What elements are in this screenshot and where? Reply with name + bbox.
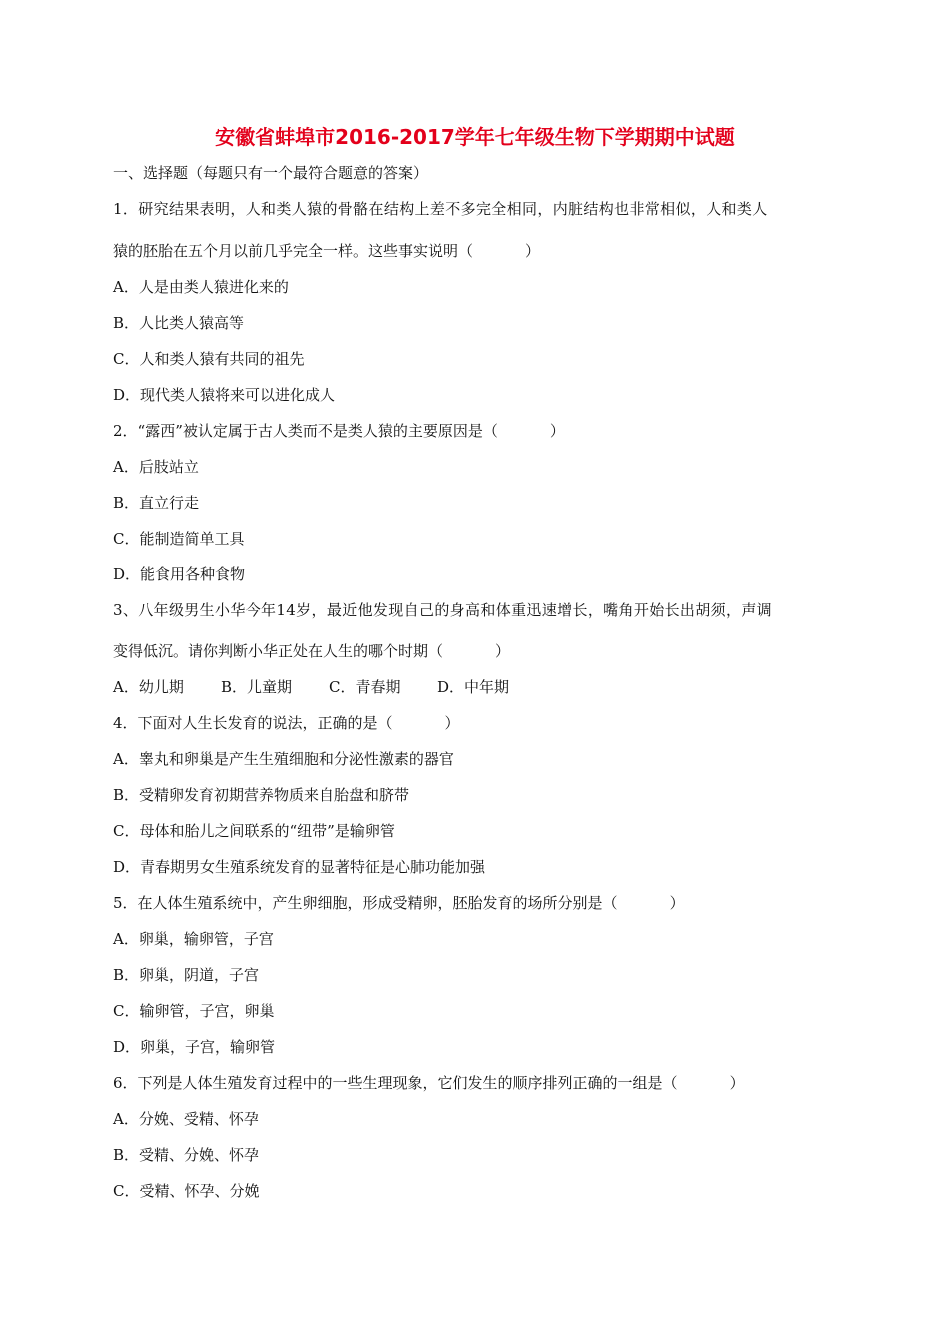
question-4-option-b: B．受精卵发育初期营养物质来自胎盘和脐带 bbox=[113, 786, 410, 804]
question-1-option-a: A．人是由类人猿进化来的 bbox=[113, 278, 289, 296]
question-1-stem-line1: 1．研究结果表明，人和类人猿的骨骼在结构上差不多完全相同，内脏结构也非常相似，人和类人 bbox=[113, 200, 768, 218]
question-5-stem bbox=[113, 893, 685, 913]
question-3-stem-text: 变得低沉。请你判断小华正处在人生的哪个时期（ bbox=[113, 642, 444, 660]
question-5-stem-text: 5．在人体生殖系统中，产生卵细胞，形成受精卵，胚胎发育的场所分别是（ bbox=[113, 894, 618, 912]
question-2-option-c: C．能制造简单工具 bbox=[113, 530, 245, 548]
question-2-option-a: A．后肢站立 bbox=[113, 458, 199, 476]
question-2-close-paren: ） bbox=[549, 422, 565, 440]
question-1-option-d: D．现代类人猿将来可以进化成人 bbox=[113, 386, 336, 404]
question-4-option-d: D．青春期男女生殖系统发育的显著特征是心肺功能加强 bbox=[113, 858, 486, 876]
question-2-option-d: D．能食用各种食物 bbox=[113, 565, 246, 583]
question-5-option-d: D．卵巢，子宫，输卵管 bbox=[113, 1038, 276, 1056]
question-5-option-a: A．卵巢，输卵管，子宫 bbox=[113, 930, 274, 948]
question-4-option-a: A．睾丸和卵巢是产生生殖细胞和分泌性激素的器官 bbox=[113, 750, 454, 768]
question-1-stem-line2 bbox=[113, 241, 540, 261]
question-6-stem-text: 6．下列是人体生殖发育过程中的一些生理现象，它们发生的顺序排列正确的一组是（ bbox=[113, 1074, 678, 1092]
question-5-option-c: C．输卵管，子宫，卵巢 bbox=[113, 1002, 275, 1020]
question-4-stem bbox=[113, 713, 460, 733]
question-3-close-paren: ） bbox=[495, 642, 511, 660]
question-1-stem-text: 猿的胚胎在五个月以前几乎完全一样。这些事实说明（ bbox=[113, 242, 474, 260]
question-1-option-b: B．人比类人猿高等 bbox=[113, 314, 245, 332]
question-5-option-b: B．卵巢，阴道，子宫 bbox=[113, 966, 260, 984]
question-3-option-b: B．儿童期 bbox=[221, 678, 293, 696]
question-1-close-paren: ） bbox=[525, 242, 541, 260]
question-1-option-c: C．人和类人猿有共同的祖先 bbox=[113, 350, 305, 368]
question-6-stem bbox=[113, 1073, 745, 1093]
question-6-option-c: C．受精、怀孕、分娩 bbox=[113, 1182, 260, 1200]
question-4-stem-text: 4．下面对人生长发育的说法，正确的是（ bbox=[113, 714, 393, 732]
question-3-stem-line1: 3、八年级男生小华今年14岁，最近他发现自己的身高和体重迅速增长，嘴角开始长出胡须，声调 bbox=[113, 601, 773, 619]
question-2-option-b: B．直立行走 bbox=[113, 494, 200, 512]
question-3-option-d: D．中年期 bbox=[437, 678, 510, 696]
section-heading: 一、选择题（每题只有一个最符合题意的答案） bbox=[113, 164, 429, 182]
question-2-stem-text: 2．“露西”被认定属于古人类而不是类人猿的主要原因是（ bbox=[113, 422, 498, 440]
question-3-options-row bbox=[113, 677, 509, 697]
question-5-close-paren: ） bbox=[669, 894, 685, 912]
question-4-close-paren: ） bbox=[444, 714, 460, 732]
question-4-option-c: C．母体和胎儿之间联系的“纽带”是输卵管 bbox=[113, 822, 395, 840]
question-3-stem-line2 bbox=[113, 641, 510, 661]
question-6-option-a: A．分娩、受精、怀孕 bbox=[113, 1110, 259, 1128]
document-title: 安徽省蚌埠市2016-2017学年七年级生物下学期期中试题 bbox=[215, 125, 735, 149]
question-3-option-c: C．青春期 bbox=[329, 678, 401, 696]
question-6-close-paren: ） bbox=[729, 1074, 745, 1092]
question-2-stem bbox=[113, 421, 565, 441]
question-3-option-a: A．幼儿期 bbox=[113, 678, 184, 696]
question-6-option-b: B．受精、分娩、怀孕 bbox=[113, 1146, 260, 1164]
